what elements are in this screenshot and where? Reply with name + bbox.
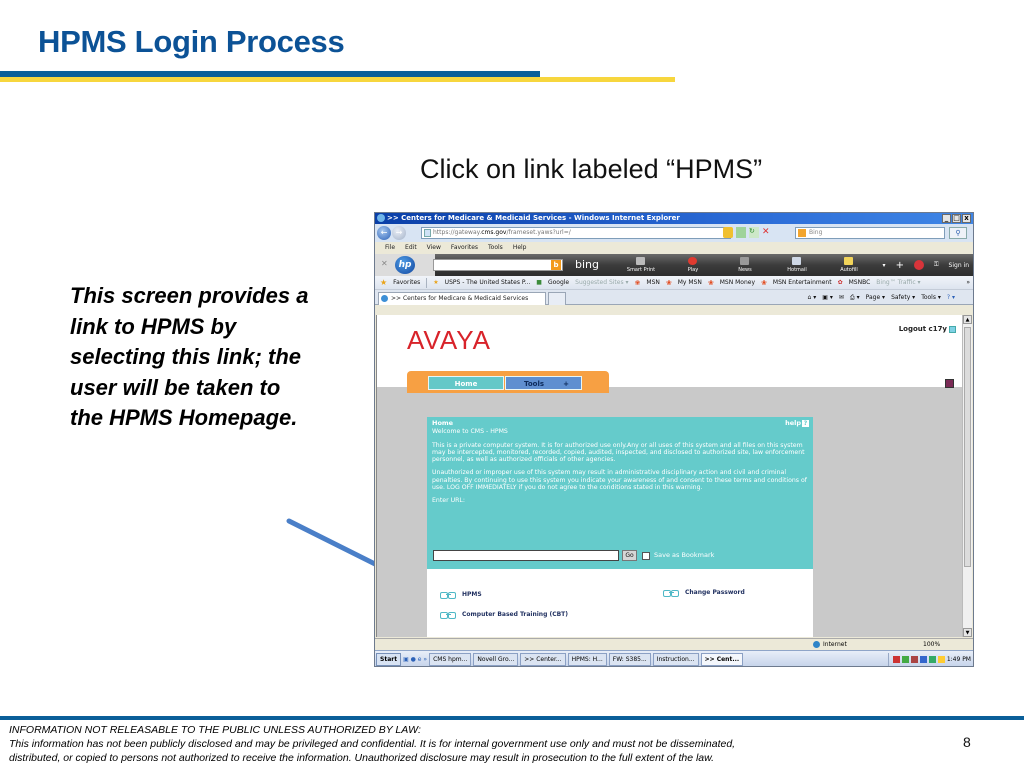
status-bar [375, 638, 974, 650]
fav-bing-traffic[interactable]: Bing™ Traffic ▾ [876, 279, 921, 286]
back-button[interactable]: ← [377, 226, 391, 240]
feeds-icon[interactable]: ▣ ▾ [822, 294, 833, 301]
tray-icon[interactable] [920, 656, 927, 663]
taskbar-item[interactable]: >> Center... [520, 653, 565, 666]
taskbar-item[interactable]: HPMS: H... [568, 653, 607, 666]
nav-tools-tab[interactable]: Tools + [505, 376, 582, 390]
home-icon[interactable]: ⌂ ▾ [807, 294, 817, 301]
hp-dropdown-button[interactable]: ▾ [882, 261, 886, 269]
page-icon [424, 229, 431, 237]
tray-icon[interactable] [902, 656, 909, 663]
hp-add-button[interactable]: + [895, 259, 904, 271]
scroll-thumb[interactable] [964, 327, 971, 567]
news-icon [740, 257, 749, 265]
mail-icon[interactable]: ✉ [838, 294, 844, 301]
fav-msnbc[interactable]: MSNBC [848, 279, 871, 286]
taskbar-item[interactable]: CMS hpm... [429, 653, 471, 666]
warning-paragraph-1: This is a private computer system. It is for authorized use only.Any or all uses of this system and all files on this system may be intercepted, monitored, recorded, copied, audited, inspected, and disclosed to authorized site, law enforcement personnel, as well as authorized officials of other agencies. [432, 441, 805, 464]
url-input[interactable] [433, 550, 619, 561]
bing-label: bing [575, 258, 599, 271]
menu-help[interactable]: Help [512, 244, 527, 251]
welcome-text: Welcome to CMS - HPMS [432, 428, 508, 436]
url-label: Enter URL: [432, 497, 465, 505]
bing-search-icon[interactable]: b [551, 260, 561, 270]
bing-icon [798, 229, 806, 237]
hp-smart-print[interactable]: Smart Print [615, 254, 667, 276]
fav-msn-money[interactable]: MSN Money [719, 279, 756, 286]
link-chain-icon [440, 612, 458, 618]
safety-menu[interactable]: Safety ▾ [891, 294, 916, 301]
forward-button[interactable]: → [392, 226, 406, 240]
hp-search-input[interactable] [433, 259, 563, 271]
logout-link[interactable]: Logout c17y [899, 325, 956, 333]
tray-icon[interactable] [893, 656, 900, 663]
tray-icon[interactable] [929, 656, 936, 663]
fav-msn-entertainment[interactable]: MSN Entertainment [772, 279, 832, 286]
printer-icon [636, 257, 645, 265]
start-button[interactable]: Start [376, 653, 401, 666]
slide-title: HPMS Login Process [38, 24, 345, 59]
scroll-down-button[interactable]: ▼ [963, 628, 972, 637]
notepad-icon [844, 257, 853, 265]
portal-nav [407, 371, 609, 393]
app-links [427, 569, 813, 637]
menu-favorites[interactable]: Favorites [450, 244, 479, 251]
msn-butterfly-icon: ❀ [634, 278, 641, 287]
warning-paragraph-2: Unauthorized or improper use of this system may result in administrative disciplinary action and civil and criminal penalties. By continuing to use this system you indicate your awareness of and consent to these terms and conditions of use. LOG OFF IMMEDIATELY if you do not agree to the conditions stated in this warning. [432, 469, 807, 492]
link-chain-icon [440, 592, 458, 598]
play-icon [688, 257, 697, 265]
menu-file[interactable]: File [385, 244, 396, 251]
search-button[interactable]: ⚲ [949, 227, 967, 239]
portal-header [377, 315, 964, 387]
fav-google[interactable]: Google [547, 279, 570, 286]
msn-butterfly-icon: ❀ [761, 278, 767, 287]
footer-line-2: This information has not been publicly disclosed and may be privileged and confidential. It is for internal government use only and must not be disseminated, [9, 738, 736, 750]
toolbar-close-icon[interactable]: ✕ [381, 259, 388, 268]
taskbar-item[interactable]: FW: S385... [609, 653, 651, 666]
widget-icon[interactable] [945, 379, 954, 388]
hpms-link[interactable]: HPMS [440, 591, 482, 598]
cbt-link[interactable]: Computer Based Training (CBT) [440, 611, 568, 618]
system-tray [888, 653, 974, 666]
hp-news[interactable]: News [719, 254, 771, 276]
close-button[interactable]: x [962, 214, 971, 223]
command-bar [808, 292, 955, 303]
key-icon: ⚿ [933, 261, 939, 268]
tab-cms[interactable]: >> Centers for Medicare & Medicaid Services [378, 292, 546, 305]
link-chain-icon [663, 590, 681, 596]
msn-butterfly-icon: ❀ [665, 278, 672, 287]
hp-toolbar [375, 254, 973, 276]
stop-icon[interactable]: ✕ [762, 227, 770, 237]
menu-edit[interactable]: Edit [405, 244, 417, 251]
refresh-icon[interactable]: ↻ [749, 227, 759, 238]
help-icon: ? [803, 420, 808, 427]
tray-icon[interactable] [938, 656, 945, 663]
tools-expand-icon: + [563, 380, 569, 388]
browser-window [374, 212, 974, 667]
quicklaunch-icons[interactable]: ▣ ● e » [403, 655, 428, 663]
page-number: 8 [963, 734, 971, 750]
avaya-logo: AVAYA [407, 325, 491, 355]
favorites-button[interactable]: Favorites [393, 279, 421, 286]
favorites-star-icon: ★ [380, 278, 388, 287]
taskbar-item[interactable]: Instruction... [653, 653, 699, 666]
instruction-text: Click on link labeled “HPMS” [420, 154, 763, 184]
hp-play[interactable]: Play [667, 254, 719, 276]
clock: 1:49 PM [946, 655, 971, 663]
browser-title-bar [375, 213, 973, 224]
title-rule-blue [0, 71, 540, 77]
tray-icon[interactable] [911, 656, 918, 663]
warning-section [427, 417, 813, 569]
page-menu[interactable]: Page ▾ [865, 294, 886, 301]
lock-icon[interactable] [723, 227, 733, 238]
zoom-level[interactable]: 100% [923, 641, 941, 648]
bookmark-checkbox[interactable] [642, 552, 650, 560]
bookmark-label: Save as Bookmark [654, 550, 715, 559]
page-scrollbar[interactable] [962, 315, 972, 637]
fav-my-msn[interactable]: My MSN [677, 279, 702, 286]
mail-icon [792, 257, 801, 265]
address-input[interactable]: https://gateway.cms.gov/frameset.yaws?url=/ [421, 227, 731, 239]
web-page [376, 315, 964, 637]
help-menu[interactable]: ? ▾ [946, 294, 955, 301]
side-note: This screen provides a link to HPMS by selecting this link; the user will be taken to the HPMS Homepage. [70, 283, 309, 430]
hp-logo-icon[interactable]: hp [395, 256, 415, 274]
change-password-link[interactable]: Change Password [663, 589, 745, 596]
menu-tools[interactable]: Tools [488, 244, 503, 251]
fav-suggested-sites[interactable]: Suggested Sites ▾ [575, 279, 629, 286]
footer-line-3: distributed, or copied to persons not authorized to receive the information. Unauthorized disclosure may result in prosecution to the full extent of the law. [9, 752, 715, 764]
confidentiality-footer [9, 723, 909, 765]
google-icon: ■ [536, 279, 542, 286]
fav-usps[interactable]: USPS - The United States P... [444, 279, 531, 286]
maximize-button[interactable]: □ [953, 214, 960, 222]
footer-line-1: INFORMATION NOT RELEASABLE TO THE PUBLIC UNLESS AUTHORIZED BY LAW: [9, 724, 421, 736]
print-icon[interactable]: ⎙ ▾ [849, 294, 860, 301]
logout-icon [949, 326, 956, 333]
panel-title: Home [432, 419, 454, 427]
security-zone: Internet [813, 639, 847, 650]
ie-logo-icon [377, 214, 385, 222]
taskbar-item-active[interactable]: >> Cent... [701, 653, 744, 666]
compatibility-icon[interactable] [736, 227, 746, 238]
new-tab-button[interactable] [548, 292, 566, 305]
shield-icon[interactable] [914, 260, 924, 270]
menu-view[interactable]: View [426, 244, 441, 251]
footer-rule [0, 716, 1024, 720]
msnbc-peacock-icon: ✿ [837, 279, 843, 286]
tab-bar [375, 290, 973, 305]
go-button[interactable]: Go [622, 550, 637, 561]
home-panel [427, 417, 813, 637]
fav-msn[interactable]: MSN [646, 279, 660, 286]
title-rule-yellow [0, 77, 675, 82]
ie-tab-icon [381, 295, 388, 302]
windows-taskbar [375, 650, 974, 667]
add-favorite-icon[interactable]: ★ [433, 279, 439, 286]
menu-bar [375, 242, 973, 254]
window-title: >> Centers for Medicare & Medicaid Services - Windows Internet Explorer [387, 214, 680, 222]
scroll-up-button[interactable]: ▲ [963, 315, 972, 324]
search-input[interactable]: Bing [795, 227, 945, 239]
help-link[interactable]: help ? [785, 419, 808, 427]
tools-menu[interactable]: Tools ▾ [921, 294, 941, 301]
sign-in-link[interactable]: Sign in [948, 261, 969, 269]
hp-hotmail[interactable]: Hotmail [771, 254, 823, 276]
hp-autofill[interactable]: Autofill [823, 254, 875, 276]
nav-home-tab[interactable]: Home [428, 376, 504, 390]
favorites-overflow-button[interactable]: » [966, 279, 970, 286]
favorites-bar [375, 276, 973, 290]
taskbar-item[interactable]: Novell Gro... [473, 653, 518, 666]
address-bar-row [375, 224, 973, 242]
minimize-button[interactable]: _ [942, 214, 951, 223]
msn-butterfly-icon: ❀ [707, 278, 714, 287]
